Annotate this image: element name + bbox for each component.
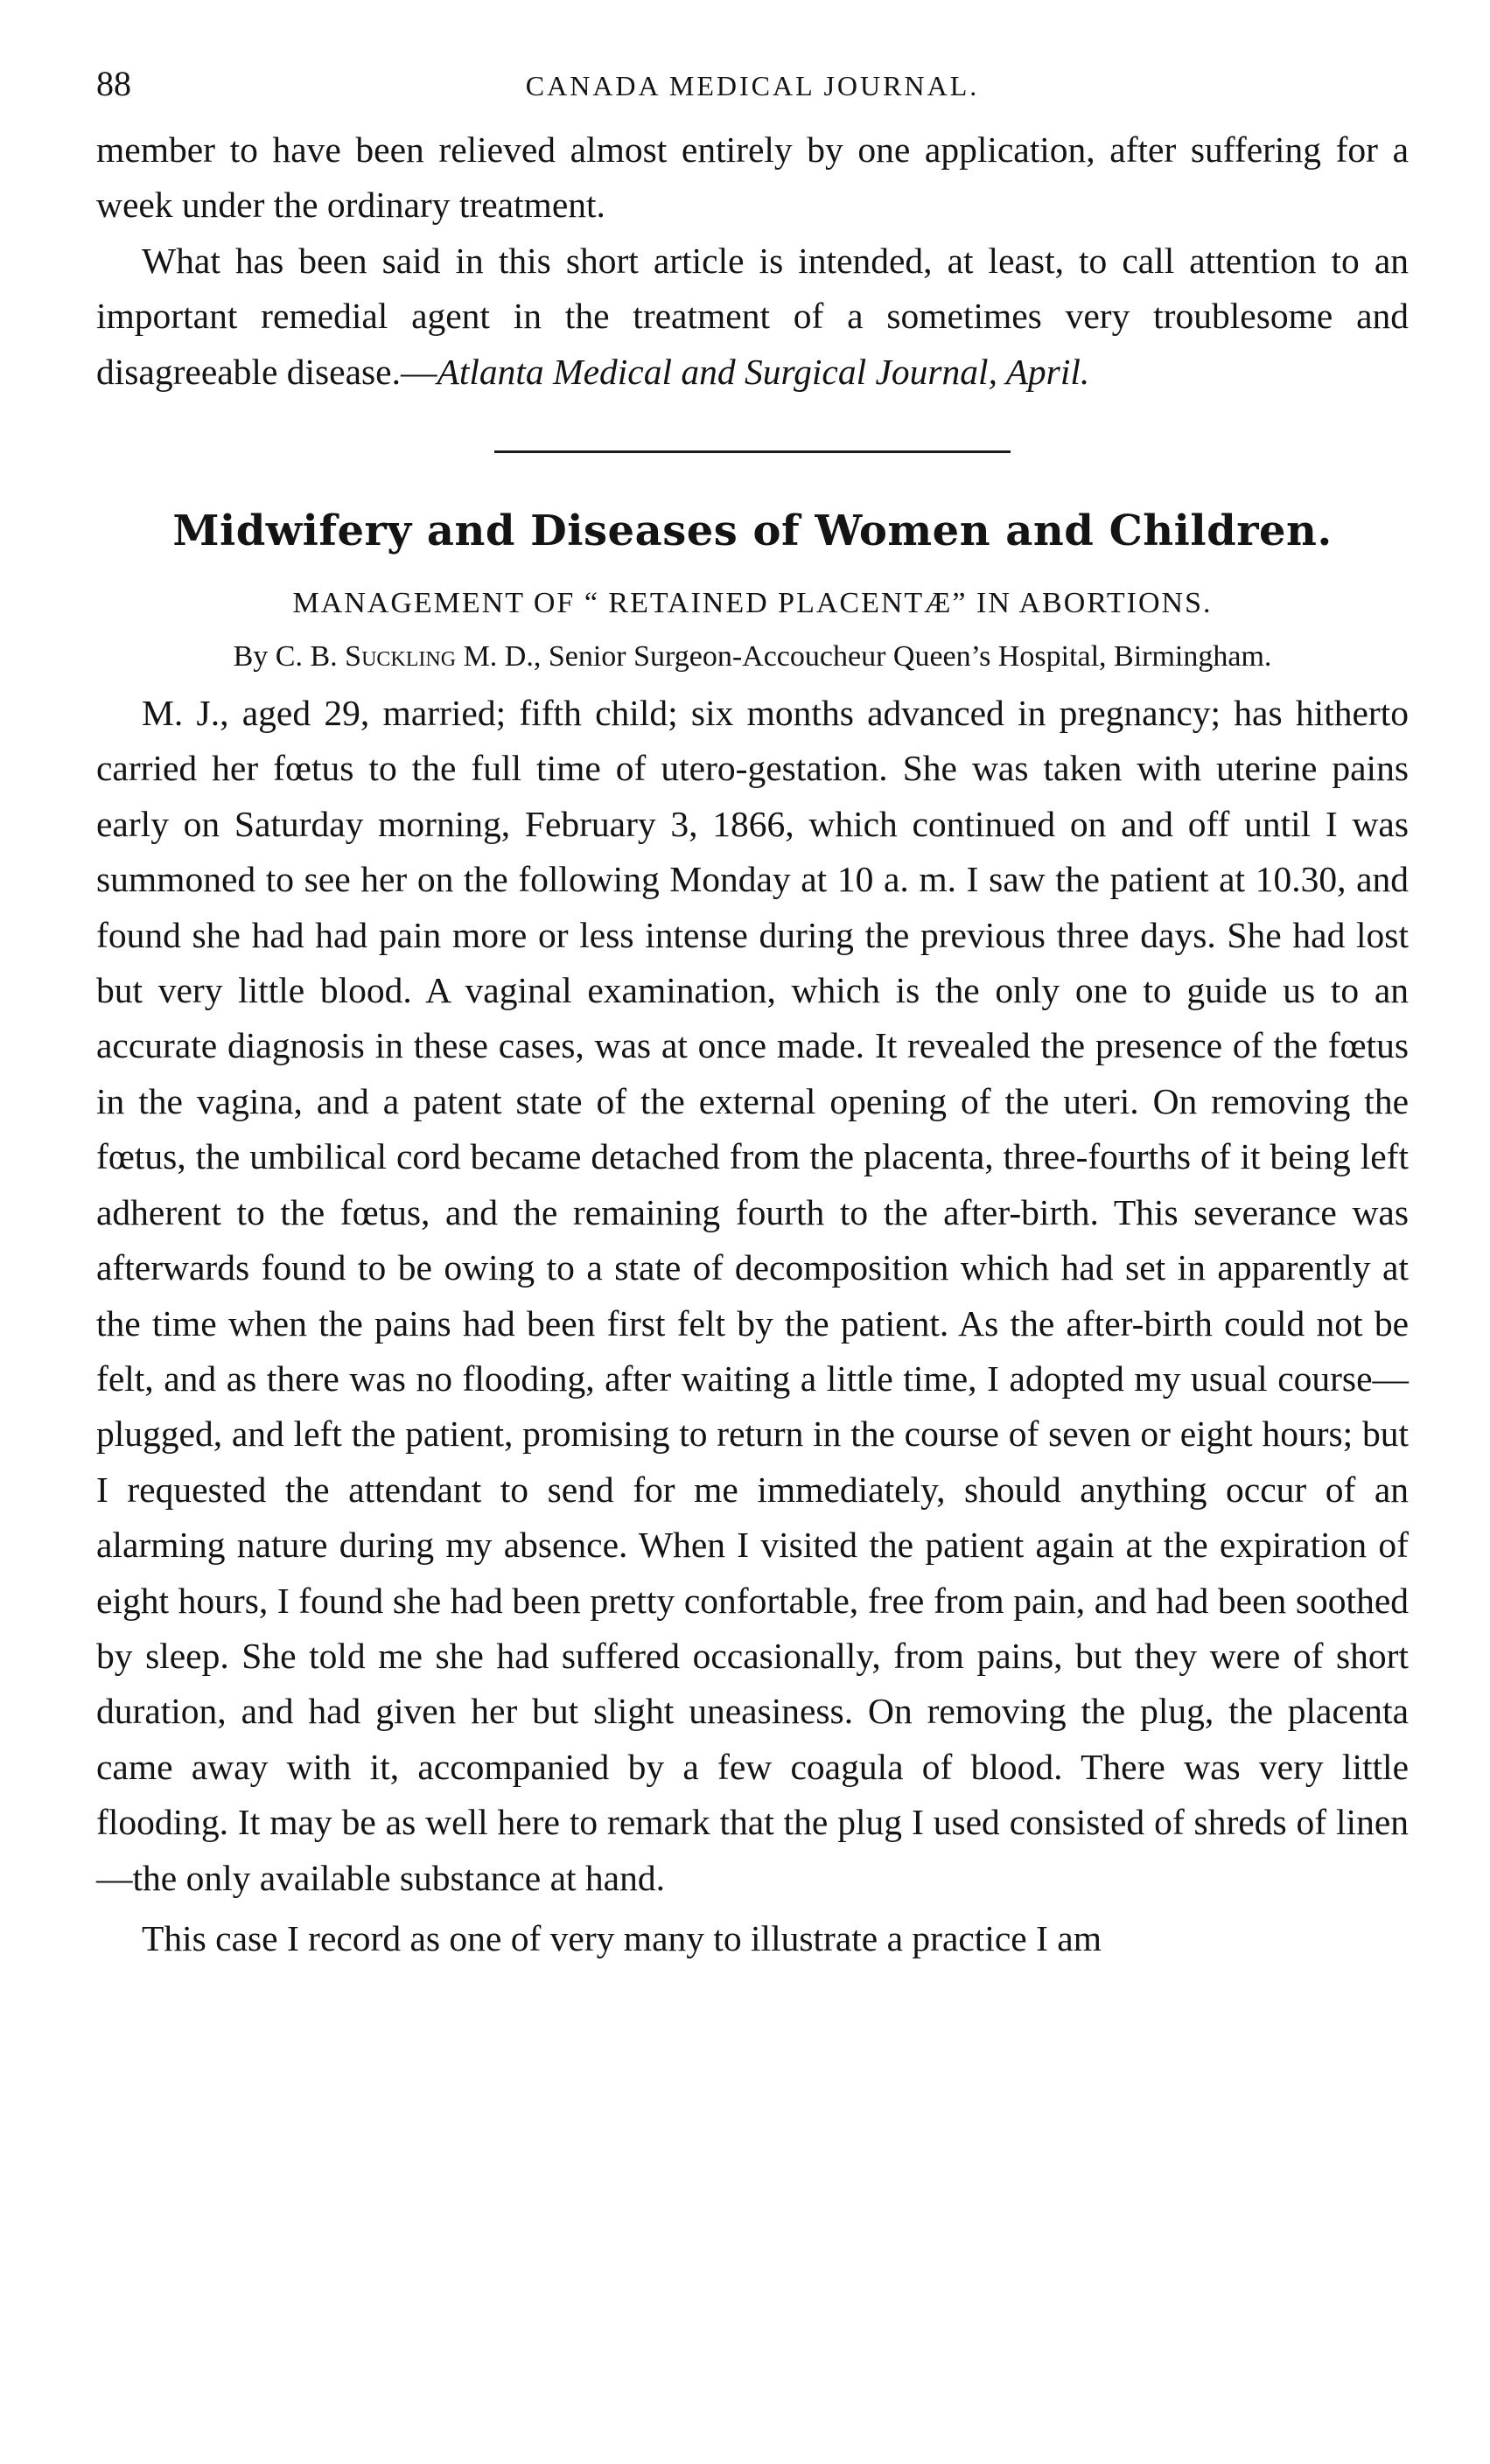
article-body (96, 686, 1409, 1966)
article-title: MANAGEMENT OF “ RETAINED PLACENTÆ” IN ABORTIONS. (292, 587, 1213, 620)
journal-title: CANADA MEDICAL JOURNAL. (525, 70, 980, 101)
closing-paragraph-text: What has been said in this short article is intended, at least, to call attention to an important remedial agent in the treatment of a sometimes very troublesome and disagreeable disease.— (96, 240, 1409, 392)
running-head (96, 61, 1409, 122)
body-paragraph-1: M. J., aged 29, married; fifth child; six months advanced in pregnancy; has hitherto carried her fœtus to the full time of utero-gestation. She was taken with uterine pains early on Saturday morning, February 3, 1866, which continued on and off until I was summoned to see her on the following Monday at 10 a. m. I saw the patient at 10.30, and found she had had pain more or less intense during the previous three days. She had lost but very little blood. A vaginal examination, which is the only one to guide us to an accurate diagnosis in these cases, was at once made. It revealed the presence of the fœtus in the vagina, and a patent state of the external opening of the uteri. On removing the fœtus, the umbilical cord became detached from the placenta, three-fourths of it being left adherent to the fœtus, and the remaining fourth to the after-birth. This severance was afterwards found to be owing to a state of decomposition which had set in apparently at the time when the pains had been first felt by the patient. As the after-birth could not be felt, and as there was no flooding, after waiting a little time, I adopted my usual course—plugged, and left the patient, promising to return in the course of seven or eight hours; but I requested the attendant to send for me immediately, should anything occur of an alarming nature during my absence. When I visited the patient again at the expiration of eight hours, I found she had been pretty confortable, free from pain, and had been soothed by sleep. She told me she had suffered occasionally, from pains, but they were of short duration, and had given her but slight uneasiness. On removing the plug, the placenta came away with it, accompanied by a few coagula of blood. There was very little flooding. It may be as well here to remark that the plug I used consisted of shreds of linen—the only available substance at hand. (96, 693, 1409, 1898)
journal-page (96, 61, 1409, 1966)
byline (96, 635, 1409, 679)
source-citation: Atlanta Medical and Surgical Journal, April. (437, 351, 1090, 392)
continued-paragraph: member to have been relieved almost entirely by one application, after suffering for a week under the ordinary treatment. (96, 129, 1409, 226)
closing-paragraph (96, 234, 1409, 400)
body-paragraph-2: This case I record as one of very many to illustrate a practice I am (142, 1917, 1102, 1958)
byline-prefix: By C. B. (233, 640, 346, 674)
page-number: 88 (96, 64, 131, 103)
byline-author-name: Suckling (345, 640, 457, 674)
byline-affiliation: M. D., Senior Surgeon-Accoucheur Queen’s Hospital, Birmingham. (456, 640, 1272, 674)
section-heading: Midwifery and Diseases of Women and Children. (172, 506, 1333, 556)
section-divider (494, 450, 1011, 453)
